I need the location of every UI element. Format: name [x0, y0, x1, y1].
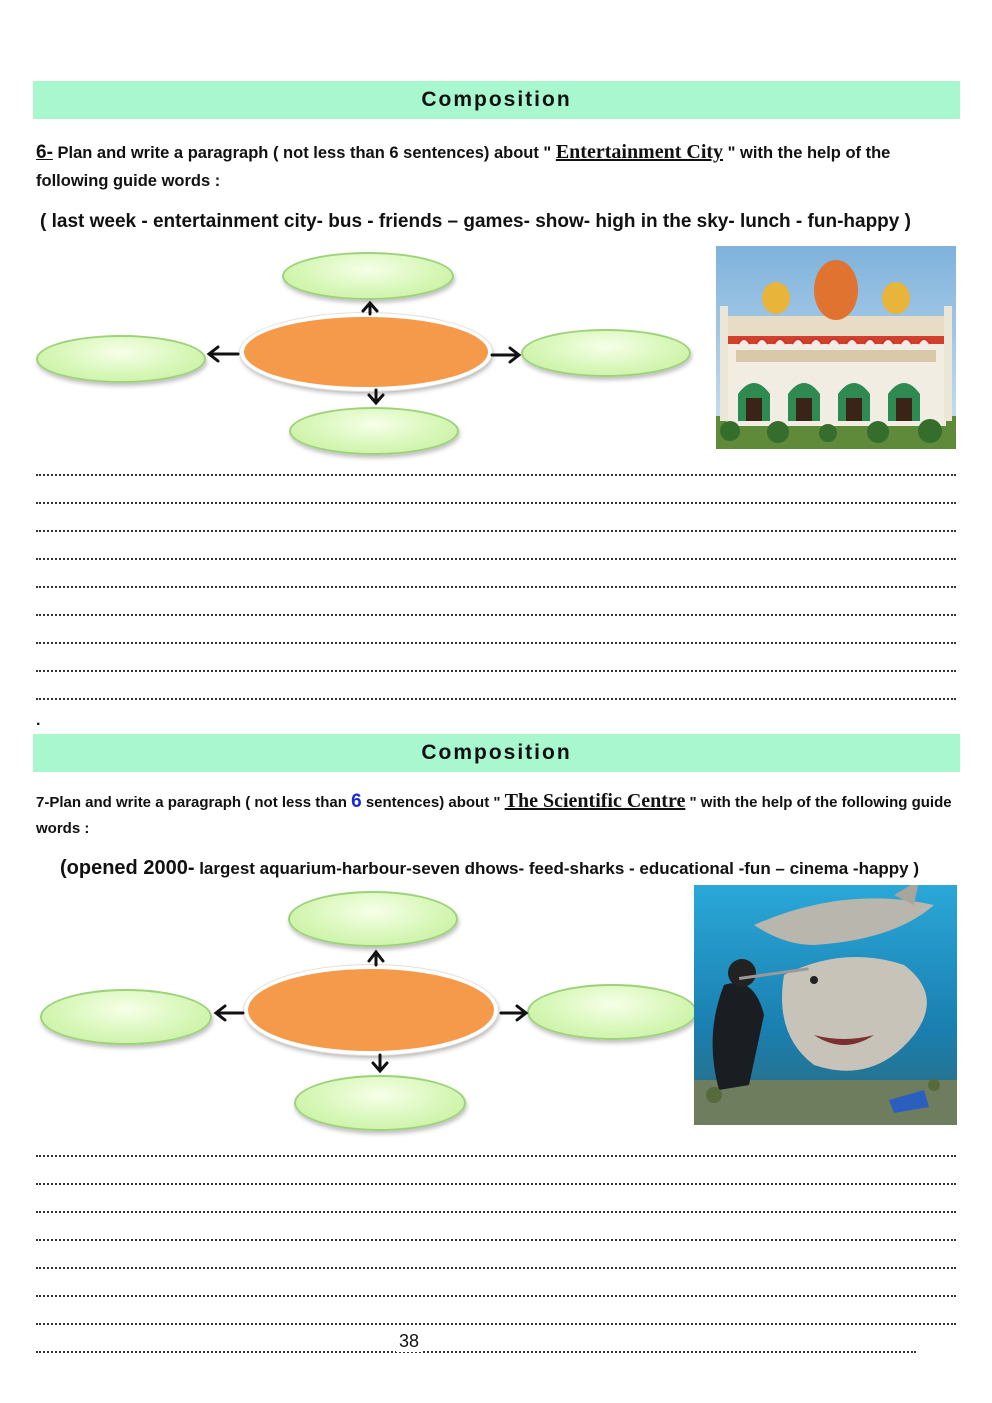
arrow-left-icon	[216, 1006, 243, 1020]
writing-line[interactable]	[36, 532, 956, 560]
writing-line[interactable]	[36, 1157, 956, 1185]
writing-line[interactable]	[36, 1297, 956, 1325]
question-text-a: Plan and write a paragraph ( not less than 6 sentences) about "	[52, 144, 556, 162]
writing-line[interactable]	[36, 1241, 956, 1269]
question-text-a: 7-Plan and write a paragraph ( not less than	[36, 794, 352, 811]
arrow-down-icon	[369, 390, 383, 403]
writing-line[interactable]	[36, 560, 956, 588]
writing-line[interactable]	[36, 644, 956, 672]
mindmap1-right-bubble[interactable]	[521, 329, 691, 377]
writing-line[interactable]	[36, 1213, 956, 1241]
mindmap2-top-bubble[interactable]	[288, 891, 458, 947]
stray-dot: .	[36, 712, 41, 729]
mindmap2-bottom-bubble[interactable]	[294, 1075, 466, 1131]
arrow-up-icon	[363, 303, 377, 314]
writing-line[interactable]	[36, 588, 956, 616]
writing-line[interactable]	[36, 1269, 956, 1297]
mindmap1-top-bubble[interactable]	[282, 252, 454, 300]
topic-title: Entertainment City	[555, 141, 724, 163]
writing-line[interactable]	[36, 1325, 916, 1353]
question-number: 6-	[36, 142, 53, 163]
section2-writing-lines[interactable]	[36, 1129, 956, 1353]
section2-banner: Composition	[33, 734, 960, 772]
guide-words-lead: (opened 2000-	[60, 857, 195, 879]
mindmap2-arrows	[205, 945, 545, 1075]
arrow-right-icon	[501, 1006, 526, 1020]
writing-line[interactable]	[36, 504, 956, 532]
writing-line[interactable]	[36, 1185, 956, 1213]
question-text-b: sentences) about "	[361, 794, 505, 811]
arrow-up-icon	[369, 952, 383, 965]
mindmap1-left-bubble[interactable]	[36, 335, 206, 383]
entertainment-city-photo	[716, 246, 956, 449]
section2-guide-words	[60, 857, 919, 880]
arrow-down-icon	[373, 1055, 387, 1071]
arrow-right-icon	[492, 348, 519, 362]
writing-line[interactable]	[36, 448, 956, 476]
sentence-count: 6	[351, 791, 362, 812]
section1-question	[36, 138, 956, 195]
writing-line[interactable]	[36, 616, 956, 644]
section1-writing-lines[interactable]	[36, 448, 956, 700]
mindmap2-right-bubble[interactable]	[527, 984, 697, 1040]
mindmap1-arrows	[200, 300, 540, 410]
writing-line[interactable]	[36, 1129, 956, 1157]
section2-question	[36, 788, 956, 842]
writing-line[interactable]	[36, 672, 956, 700]
shark-diver-photo	[694, 885, 957, 1125]
page-number: 38	[396, 1331, 422, 1352]
topic-title: The Scientific Centre	[504, 790, 686, 812]
mindmap2-left-bubble[interactable]	[40, 989, 212, 1045]
section1-guide-words: ( last week - entertainment city- bus - friends – games- show- high in the sky- lunch - fun-happy )	[40, 211, 911, 232]
question-text-c: " with the help of the following guide words :	[36, 794, 952, 837]
section1-banner: Composition	[33, 81, 960, 119]
writing-line[interactable]	[36, 476, 956, 504]
arrow-left-icon	[209, 347, 238, 361]
guide-words-rest: largest aquarium-harbour-seven dhows- feed-sharks - educational -fun – cinema -happy )	[194, 859, 920, 878]
question-text-b: " with the help of the following guide words :	[36, 144, 891, 190]
